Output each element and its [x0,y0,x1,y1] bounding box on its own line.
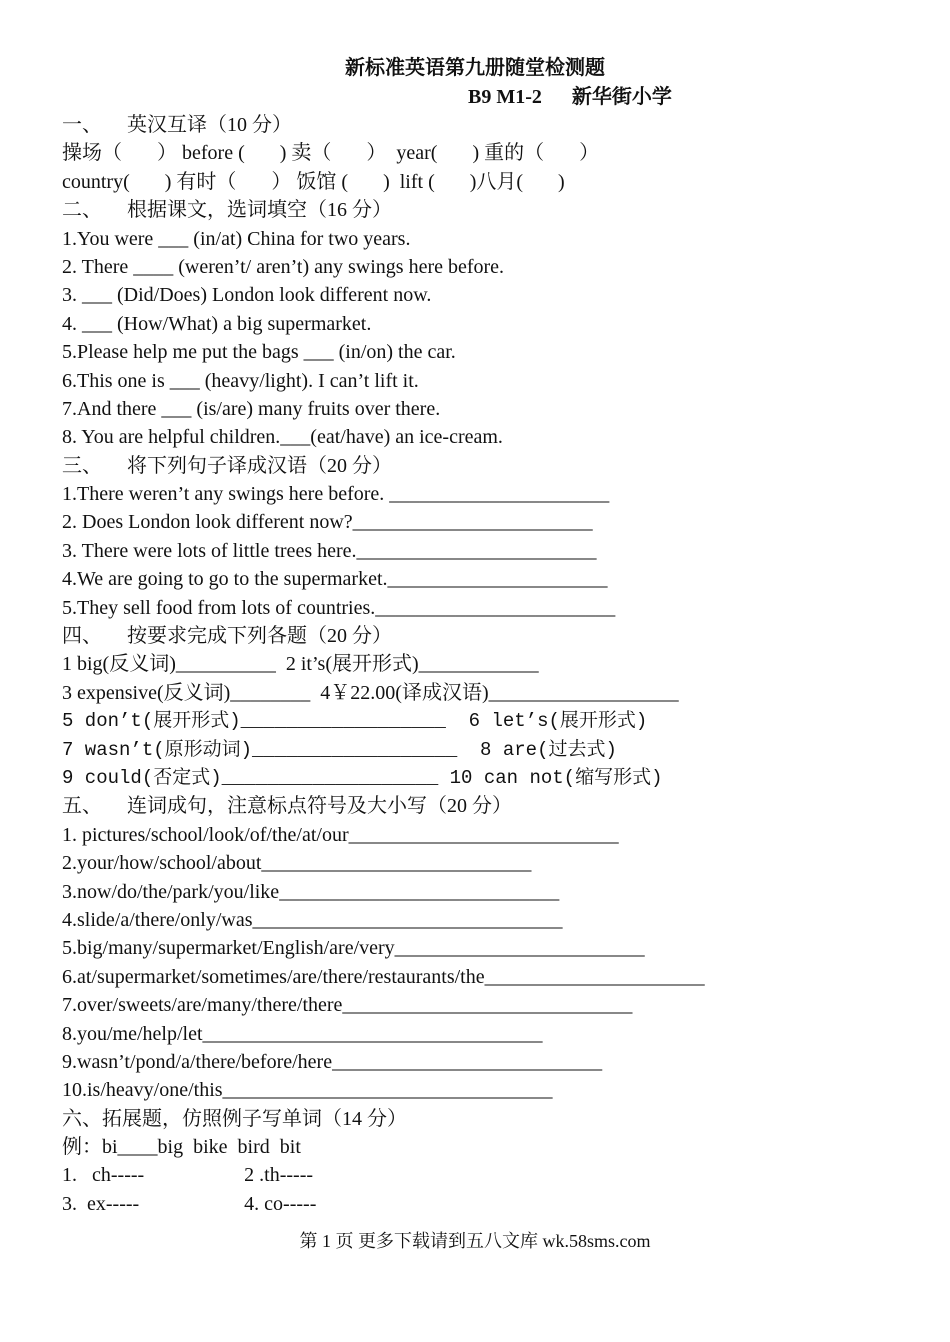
section-6-heading: 六、拓展题，仿照例子写单词（14 分） [62,1107,407,1130]
translate-3: 3. There were lots of little trees here.________________________ [62,539,597,562]
reorder-5: 5.big/many/supermarket/English/are/very_________________________ [62,937,645,960]
fill-blank-1: 1.You were ___ (in/at) China for two years. [62,227,411,250]
reorder-1: 1. pictures/school/look/of/the/at/our___________________________ [62,823,619,846]
example-line: 例：bi____big bike bird bit [62,1136,301,1159]
fill-blank-8: 8. You are helpful children.___(eat/have) an ice-cream. [62,426,503,449]
task-line-2: 3 expensive(反义词)________ 4￥22.00(译成汉语)___________________ [62,681,679,704]
section-5-heading: 五、 连词成句，注意标点符号及大小写（20 分） [62,795,512,818]
page-footer: 第 1 页 更多下载请到五八文库 wk.58sms.com [299,1231,651,1251]
page-title: 新标准英语第九册随堂检测题 [345,57,605,79]
fill-blank-3: 3. ___ (Did/Does) London look different now. [62,284,432,307]
reorder-9: 9.wasn’t/pond/a/there/before/here___________________________ [62,1050,603,1073]
fill-blank-6: 6.This one is ___ (heavy/light). I can’t lift it. [62,369,419,392]
reorder-6: 6.at/supermarket/sometimes/are/there/restaurants/the______________________ [62,965,705,988]
reorder-7: 7.over/sweets/are/many/there/there_____________________________ [62,994,633,1017]
section-3-heading: 三、 将下列句子译成汉语（20 分） [62,454,392,477]
expand-line-1: 1. ch----- 2 .th----- [62,1164,314,1187]
fill-blank-5: 5.Please help me put the bags ___ (in/on) the car. [62,341,456,364]
fill-blank-4: 4. ___ (How/What) a big supermarket. [62,312,372,335]
reorder-3: 3.now/do/the/park/you/like____________________________ [62,880,560,903]
fill-blank-7: 7.And there ___ (is/are) many fruits over there. [62,397,441,420]
translate-4: 4.We are going to go to the supermarket.______________________ [62,568,608,591]
reorder-8: 8.you/me/help/let__________________________________ [62,1022,543,1045]
reorder-10: 10.is/heavy/one/this_________________________________ [62,1079,553,1102]
worksheet-body [62,111,922,1218]
reorder-2: 2.your/how/school/about___________________________ [62,852,532,875]
task-line-4: 7 wasn’t(原形动词)__________________ 8 are(过去式) [62,738,617,761]
expand-line-2: 3. ex----- 4. co----- [62,1192,317,1215]
task-line-3: 5 don’t(展开形式)__________________ 6 let’s(展开形式) [62,710,648,733]
section-2-heading: 二、 根据课文，选词填空（16 分） [62,199,392,222]
vocab-line-1: 操场（ ） before ( ) 卖（ ） year( ) 重的（ ） [62,142,600,165]
section-4-heading: 四、 按要求完成下列各题（20 分） [62,625,392,648]
translate-1: 1.There weren’t any swings here before. ______________________ [62,483,610,506]
vocab-line-2: country( ) 有时（ ） 饭馆 ( ) lift ( )八月( ) [62,170,565,193]
reorder-4: 4.slide/a/there/only/was_______________________________ [62,908,563,931]
section-1-heading: 一、 英汉互译（10 分） [62,114,292,136]
task-line-5: 9 could(否定式)___________________ 10 can not(缩写形式) [62,766,663,789]
page-subtitle: B9 M1-2 新华街小学 [468,86,672,108]
translate-5: 5.They sell food from lots of countries.________________________ [62,596,616,619]
translate-2: 2. Does London look different now?________________________ [62,511,593,534]
fill-blank-2: 2. There ____ (weren’t/ aren’t) any swings here before. [62,255,505,278]
task-line-1: 1 big(反义词)__________ 2 it’s(展开形式)____________ [62,653,539,676]
